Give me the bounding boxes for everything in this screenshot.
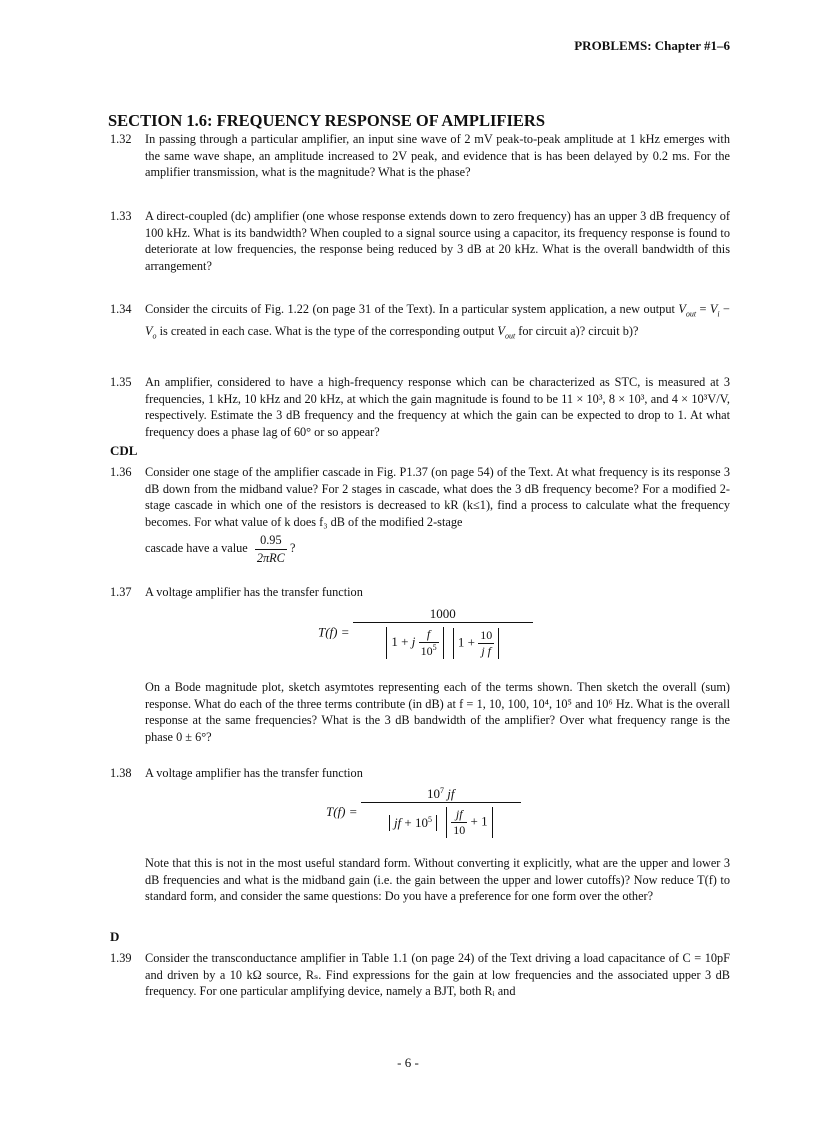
problem-text: An amplifier, considered to have a high-frequency response which can be characterized as STC, is measured at 3 frequencies, 1 kHz, 10 kHz and 20 kHz, at which the gain magnitude is found to be 11 × 10³, 8 × 10³, and 4 × 10³V/V, respectively. Estimate the 3 dB frequency and the frequency at which the gain can be expected to drop to 1. At what frequency does a phase lag of 60° or so appear?	[145, 375, 730, 439]
problem-text: Consider the transconductance amplifier in Table 1.1 (on page 24) of the Text driving a load capacitance of C = 10pF and driven by a 10 kΩ source, Rₛ. Find expressions for the gain at low frequencies and the associated upper 3 dB frequency. For one particular amplifying device, namely a BJT, both Rᵢ and	[145, 951, 730, 998]
problem-1-32	[110, 131, 730, 181]
problem-1-39	[110, 950, 730, 1000]
section-title: SECTION 1.6: FREQUENCY RESPONSE OF AMPLIFIERS	[108, 111, 546, 130]
problem-1-37	[110, 584, 730, 601]
problem-intro: A voltage amplifier has the transfer function	[145, 766, 363, 780]
running-head: PROBLEMS: Chapter #1–6	[574, 38, 730, 53]
problem-1-33	[110, 208, 730, 274]
problem-number: 1.37	[110, 585, 132, 599]
problem-1-38-text	[110, 855, 730, 905]
problem-number: 1.36	[110, 465, 132, 479]
problem-text: Consider one stage of the amplifier cascade in Fig. P1.37 (on page 54) of the Text. At what frequency is its response 3 dB down from the midband value? For 2 stages in cascade, what does the 3 dB frequency become? For a modified 2-stage cascade in which one of the resistors is decreased to kR (k≤1), find a process to calculate what the frequency becomes. For what value of k does f₃ dB of the modified 2-stage	[145, 465, 730, 529]
problem-text: Consider the circuits of Fig. 1.22 (on page 31 of the Text). In a particular system application, a new output $V_{out} = V_i - V_o$ is created in each case. What is the type of the corresponding output $V_{out}$ for circuit a)? circuit b)?	[145, 302, 730, 341]
page-number: - 6 -	[397, 1055, 419, 1070]
cdl-label: CDL	[110, 443, 138, 458]
problem-number: 1.35	[110, 375, 132, 389]
d-label: D	[110, 929, 120, 944]
equation-1-37: T(f) = 1000 1 + j $\frac{f}{10^5}$ 1 + $\frac{10}{\text{j f}}$	[318, 606, 533, 659]
problem-1-36	[110, 464, 730, 566]
problem-number: 1.34	[110, 302, 132, 316]
problem-text: Note that this is not in the most useful standard form. Without converting it explicitly, what are the upper and lower 3 dB frequencies and what is the midband gain (i.e. the gain between the upper and lower cutoffs)? Now reduce T(f) to standard form, and consider the same questions: Do you have a preference for one form over the other?	[145, 856, 730, 903]
problem-intro: A voltage amplifier has the transfer function	[145, 585, 363, 599]
problem-1-37-text	[110, 679, 730, 745]
problem-number: 1.39	[110, 951, 132, 965]
problem-text: In passing through a particular amplifier, an input sine wave of 2 mV peak-to-peak amplitude at 1 kHz emerges with the same wave shape, an amplitude increased to 2V peak, and evidence that is has been delayed by 0.2 ms. For the amplifier transmission, what is the magnitude? What is the phase?	[145, 132, 730, 179]
problem-1-38	[110, 765, 730, 782]
problem-1-35	[110, 374, 730, 440]
problem-1-34	[110, 301, 730, 345]
problem-text: A direct-coupled (dc) amplifier (one whose response extends down to zero frequency) has an upper 3 dB frequency of 100 kHz. What is its bandwidth? When coupled to a signal source using a capacitor, its frequency response is found to deteriorate at low frequencies, the response being reduced by 3 dB at 20 kHz. What is the overall bandwidth of this arrangement?	[145, 209, 730, 273]
problem-number: 1.32	[110, 132, 132, 146]
equation-1-38: T(f) = $10^7$ jf jf + $10^5$ $\frac{jf}{10}$ + 1	[326, 786, 521, 838]
problem-fraction-line: cascade have a value $\frac{0.95}{\text{2πRC}}$ ?	[145, 533, 296, 565]
problem-number: 1.33	[110, 209, 132, 223]
problem-number: 1.38	[110, 766, 132, 780]
problem-text: On a Bode magnitude plot, sketch asymtotes representing each of the terms shown. Then sketch the overall (sum) response. What do each of the three terms contribute (in dB) at f = 1, 10, 100, 10⁴, 10⁵ and 10⁶ Hz. What is the overall response at the same frequencies? What is the 3 dB bandwidth of the amplifier? Over what frequency range is the phase 0 ± 6°?	[145, 680, 730, 744]
